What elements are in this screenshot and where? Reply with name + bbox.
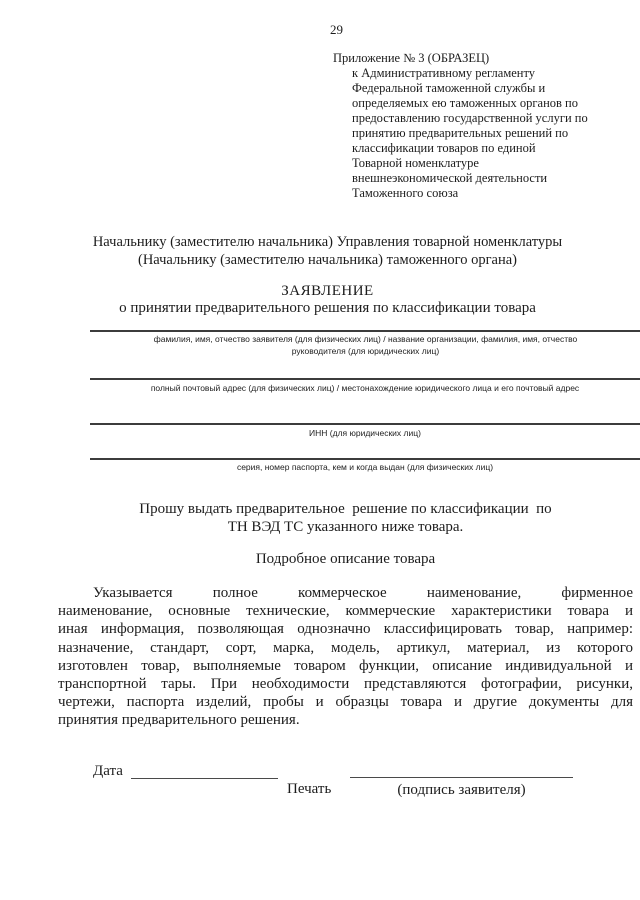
- signature-blank-line: [350, 777, 573, 778]
- application-title-block: [55, 283, 600, 317]
- form-field-line-postal-address: [90, 378, 640, 380]
- request-text: Прошу выдать предварительное решение по классификации по ТН ВЭД ТС указанного ниже товара.: [139, 501, 552, 535]
- form-field-line-inn: [90, 423, 640, 425]
- page-number: 29: [330, 22, 343, 37]
- form-field-line-passport: [90, 458, 640, 460]
- form-field-caption-applicant-name: фамилия, имя, отчество заявителя (для физических лиц) / название организации, фамилия, имя, отчество руководителя (для юридических лиц): [153, 334, 578, 356]
- addressee-block: Начальнику (заместителю начальника) Управления товарной номенклатуры (Начальнику (заместителю начальника) таможенного органа): [92, 234, 563, 268]
- appendix-note: Приложение № 3 (ОБРАЗЕЦ) к Административному регламенту Федеральной таможенной службы и определяемых ею таможенных органов по предоставлению государственной услуги по принятию предварительных решений по классификации товаров по единой Товарной номенклатуре внешнеэкономической деятельности Таможенного союза: [333, 51, 588, 200]
- description-heading: Подробное описание товара: [255, 551, 436, 567]
- description-body: Указывается полное коммерческое наименование, фирменное наименование, основные технические, коммерческие характеристики товара и иная информация, позволяющая однозначно классифицировать товар, например: назначение, стандарт, сорт, марка, модель, артикул, материал, из которого изготовлен товар, выполняемые товаром функции, описание индивидуальной и транспортной тары. При необходимости представляются фотографии, рисунки, чертежи, паспорта изделий, пробы и образцы товара и другие документы для принятия предварительного решения.: [58, 585, 633, 729]
- date-label: Дата: [93, 763, 123, 779]
- form-field-line-applicant-name: [90, 330, 640, 332]
- form-field-caption-postal-address: полный почтовый адрес (для физических лиц) / местонахождение юридического лица и его почтовый адрес: [150, 383, 580, 393]
- application-title: ЗАЯВЛЕНИЕ: [281, 283, 374, 299]
- signature-caption: (подпись заявителя): [397, 782, 526, 798]
- form-field-caption-inn: ИНН (для юридических лиц): [309, 428, 421, 438]
- application-subtitle: о принятии предварительного решения по классификации товара: [119, 300, 536, 316]
- seal-label: Печать: [287, 781, 332, 797]
- date-blank-line: [131, 778, 278, 779]
- form-field-caption-passport: серия, номер паспорта, кем и когда выдан (для физических лиц): [236, 462, 494, 472]
